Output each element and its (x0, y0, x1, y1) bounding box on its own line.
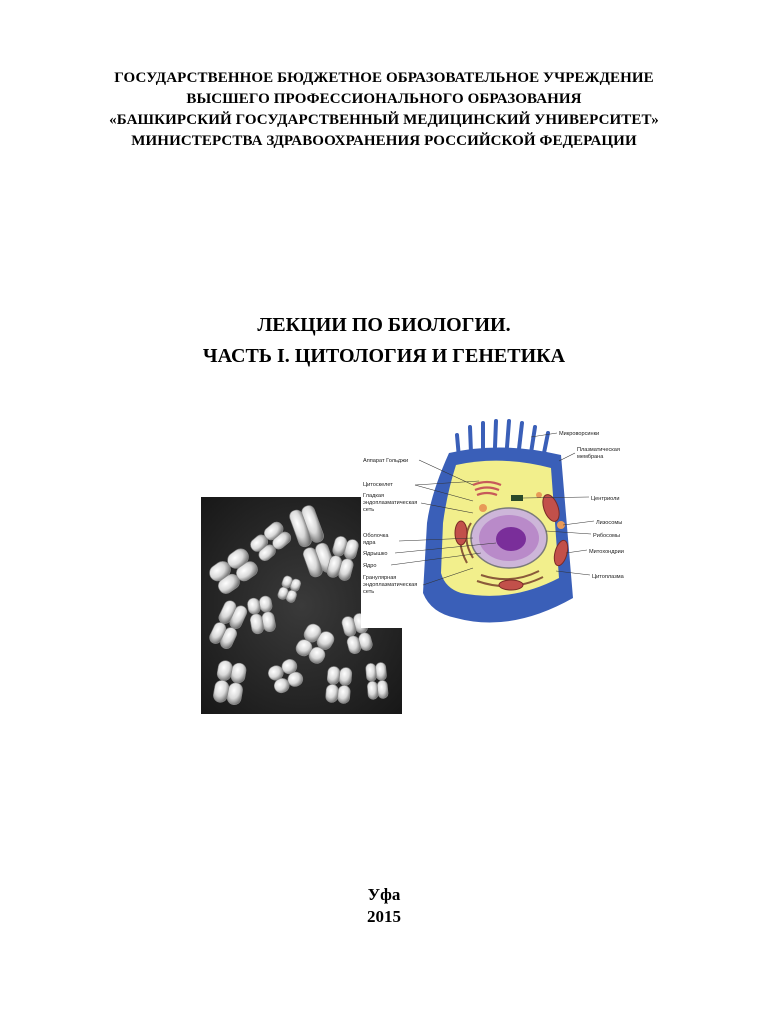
centriole-shape (511, 495, 523, 501)
nucleolus-shape (496, 527, 526, 551)
label-nucleolus: Ядрышко (363, 551, 388, 557)
document-title (0, 310, 768, 372)
label-cytoplasm: Цитоплазма (592, 574, 624, 580)
label-rough-er-1: Гранулярная (363, 575, 397, 581)
cell-diagram (361, 413, 630, 628)
label-rough-er-2: эндоплазматическая (363, 582, 418, 588)
institution-header (0, 68, 768, 152)
label-nucleus: Ядро (363, 563, 377, 569)
publication-city: Уфа (367, 885, 401, 904)
header-line-1: ГОСУДАРСТВЕННОЕ БЮДЖЕТНОЕ ОБРАЗОВАТЕЛЬНОЕ УЧРЕЖДЕНИЕ (114, 70, 654, 86)
label-plasma-membrane-2: мембрана (577, 454, 604, 460)
label-nuclear-envelope-2: ядра (363, 540, 376, 546)
title-line-2: ЧАСТЬ I. ЦИТОЛОГИЯ И ГЕНЕТИКА (202, 345, 566, 367)
label-smooth-er-1: Гладкая (363, 493, 385, 499)
label-ribosomes: Рибосомы (593, 533, 621, 539)
header-line-3: «БАШКИРСКИЙ ГОСУДАРСТВЕННЫЙ МЕДИЦИНСКИЙ УНИВЕРСИТЕТ» (109, 112, 659, 128)
label-plasma-membrane-1: Плазматическая (577, 447, 620, 453)
publication-year: 2015 (367, 907, 401, 926)
header-line-4: МИНИСТЕРСТВА ЗДРАВООХРАНЕНИЯ РОССИЙСКОЙ ФЕДЕРАЦИИ (131, 133, 637, 149)
label-smooth-er-2: эндоплазматическая (363, 500, 418, 506)
label-golgi: Аппарат Гольджи (363, 458, 409, 464)
header-line-2: ВЫСШЕГО ПРОФЕССИОНАЛЬНОГО ОБРАЗОВАНИЯ (186, 91, 582, 107)
publication-info (0, 884, 768, 928)
label-mitochondria: Митохондрии (589, 549, 624, 555)
label-centrioles: Центриоли (591, 496, 620, 502)
label-microvilli: Микроворсинки (559, 431, 600, 437)
label-smooth-er-3: сеть (363, 507, 375, 513)
label-cytoskeleton: Цитоскелет (363, 482, 393, 488)
title-line-1: ЛЕКЦИИ ПО БИОЛОГИИ. (257, 314, 511, 336)
label-rough-er-3: сеть (363, 589, 375, 595)
label-nuclear-envelope-1: Оболочка (363, 533, 389, 539)
label-lysosomes: Лизосомы (596, 520, 623, 526)
